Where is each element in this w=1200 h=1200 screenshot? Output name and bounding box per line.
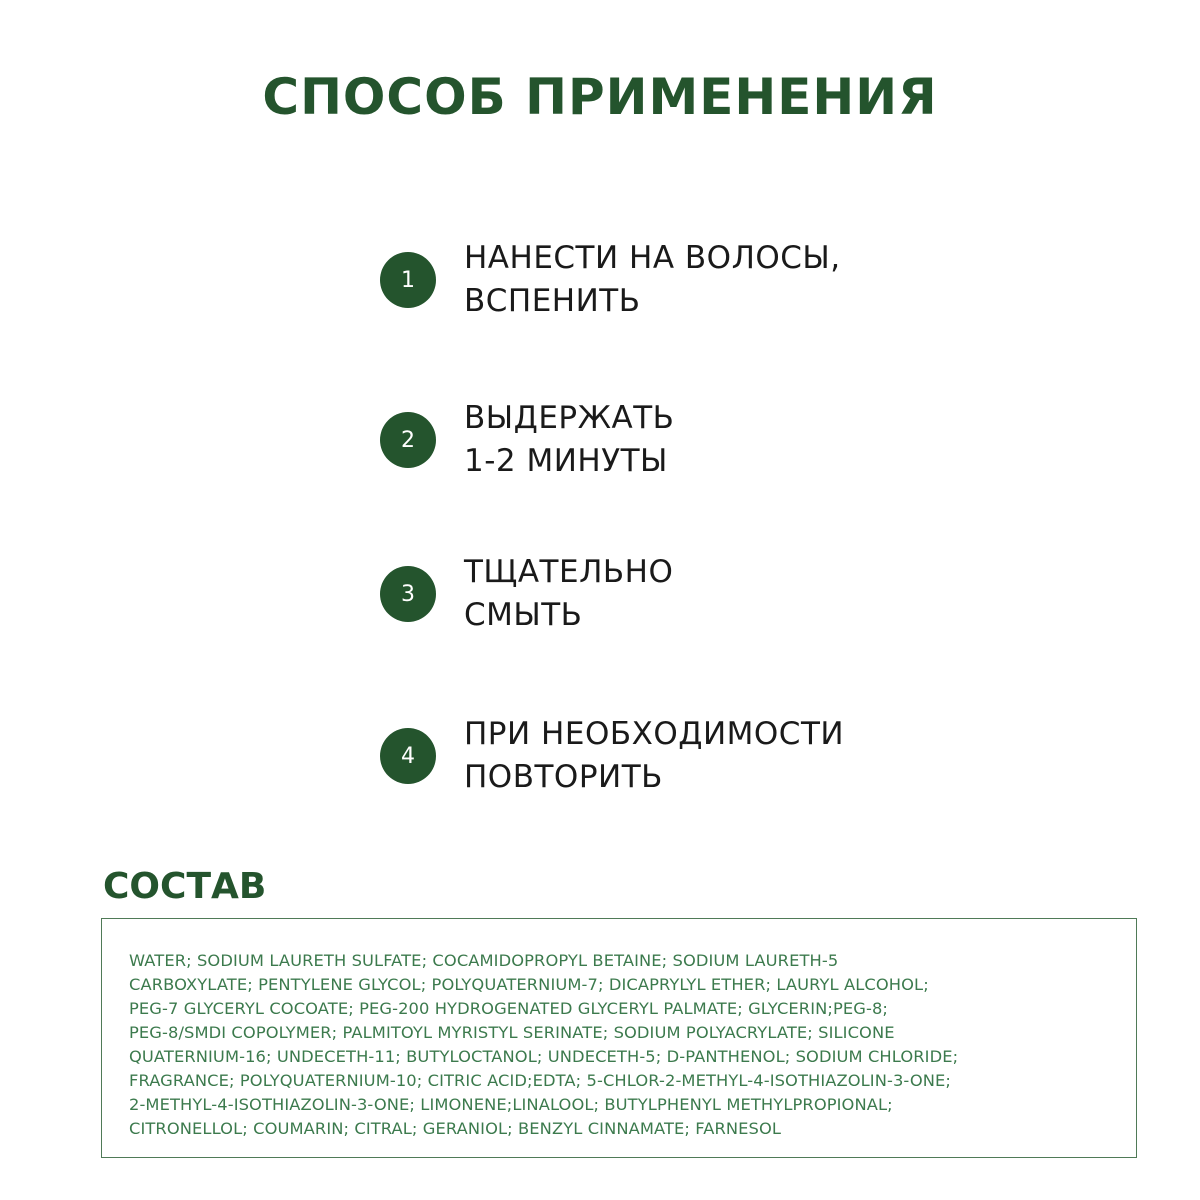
step-number-badge: 1 bbox=[380, 252, 436, 308]
step-number-badge: 4 bbox=[380, 728, 436, 784]
step-text-line: ПОВТОРИТЬ bbox=[464, 759, 663, 795]
ingredients-line: CARBOXYLATE; PENTYLENE GLYCOL; POLYQUATERNIUM-7; DICAPRYLYL ETHER; LAURYL ALCOHOL; bbox=[129, 975, 929, 994]
step-text bbox=[464, 397, 674, 483]
step-text-line: ВЫДЕРЖАТЬ bbox=[464, 400, 675, 436]
ingredients-line: PEG-8/SMDI COPOLYMER; PALMITOYL MYRISTYL SERINATE; SODIUM POLYACRYLATE; SILICONE bbox=[129, 1023, 895, 1042]
ingredients-line: 2-METHYL-4-ISOTHIAZOLIN-3-ONE; LIMONENE;LINALOOL; BUTYLPHENYL METHYLPROPIONAL; bbox=[129, 1095, 893, 1114]
step-text-line: ПРИ НЕОБХОДИМОСТИ bbox=[464, 716, 845, 752]
step-text-line: 1-2 МИНУТЫ bbox=[464, 443, 668, 479]
composition-title: СОСТАВ bbox=[103, 866, 267, 907]
step-text bbox=[464, 713, 844, 799]
ingredients-line: CITRONELLOL; COUMARIN; CITRAL; GERANIOL; BENZYL CINNAMATE; FARNESOL bbox=[129, 1119, 782, 1138]
ingredients-line: QUATERNIUM-16; UNDECETH-11; BUTYLOCTANOL; UNDECETH-5; D-PANTHENOL; SODIUM CHLORIDE; bbox=[129, 1047, 959, 1066]
step-text bbox=[464, 551, 673, 637]
step-2 bbox=[380, 397, 674, 483]
step-text-line: ВСПЕНИТЬ bbox=[464, 283, 641, 319]
step-text-line: НАНЕСТИ НА ВОЛОСЫ, bbox=[464, 240, 841, 276]
step-1 bbox=[380, 237, 841, 323]
step-4 bbox=[380, 713, 844, 799]
step-text-line: СМЫТЬ bbox=[464, 597, 583, 633]
page-title: СПОСОБ ПРИМЕНЕНИЯ bbox=[262, 68, 938, 126]
ingredients-line: PEG-7 GLYCERYL COCOATE; PEG-200 HYDROGENATED GLYCERYL PALMATE; GLYCERIN;PEG-8; bbox=[129, 999, 889, 1018]
ingredients-line: WATER; SODIUM LAURETH SULFATE; COCAMIDOPROPYL BETAINE; SODIUM LAURETH-5 bbox=[129, 951, 839, 970]
ingredients-line: FRAGRANCE; POLYQUATERNIUM-10; CITRIC ACID;EDTA; 5-CHLOR-2-METHYL-4-ISOTHIAZOLIN-3-ONE; bbox=[129, 1071, 952, 1090]
step-3 bbox=[380, 551, 673, 637]
ingredients-box bbox=[101, 918, 1137, 1158]
step-text bbox=[464, 237, 841, 323]
step-number-badge: 2 bbox=[380, 412, 436, 468]
step-text-line: ТЩАТЕЛЬНО bbox=[464, 554, 674, 590]
step-number-badge: 3 bbox=[380, 566, 436, 622]
ingredients-text bbox=[129, 949, 1110, 1141]
